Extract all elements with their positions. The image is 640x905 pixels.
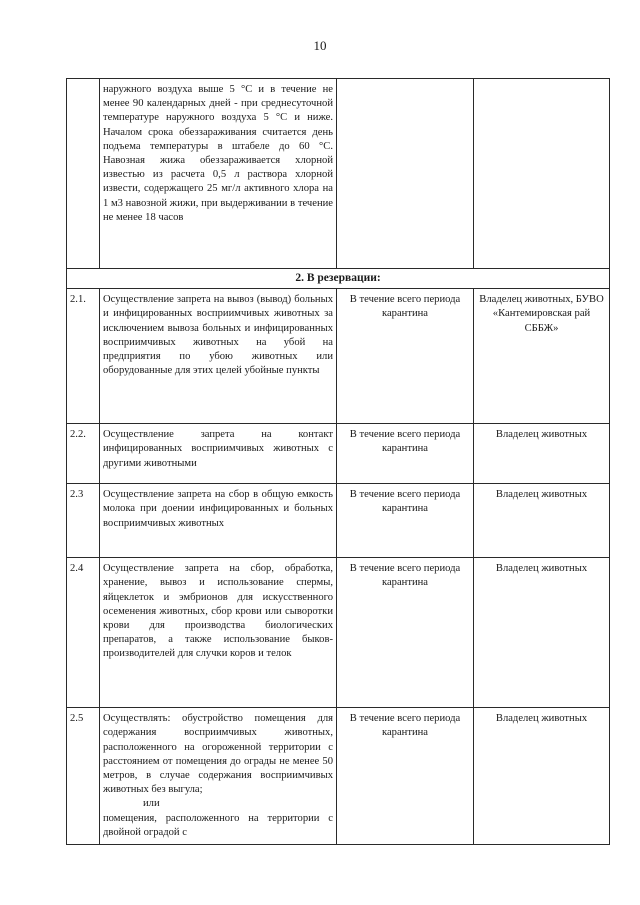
term-text: В течение всего периода карантина <box>337 289 474 424</box>
term-cell <box>337 79 474 269</box>
responsible-text: Владелец животных <box>474 424 610 484</box>
responsible-text: Владелец животных <box>474 708 610 845</box>
page-number: 10 <box>313 38 327 53</box>
row-number: 2.1. <box>67 289 100 424</box>
measure-text: Осуществление запрета на сбор в общую емкость молока при доении инфицированных и больных восприимчивых животных <box>100 484 337 558</box>
row-number: 2.2. <box>67 424 100 484</box>
measure-text: помещения, расположенного на территории с двойной оградой с <box>103 812 333 838</box>
measures-table <box>66 78 610 845</box>
table-row <box>67 484 610 558</box>
table-row-continuation <box>67 79 610 269</box>
measure-text: Осуществлять: обустройство помещения для содержания восприимчивых животных, расположенного на огороженной территории с расстоянием от помещения до ограды не менее 50 метров, в случае содержания восприимчивых животных без выгула; <box>103 713 333 796</box>
section-cell <box>67 269 610 289</box>
responsible-text: Владелец животных <box>474 484 610 558</box>
table-row <box>67 708 610 845</box>
responsible-text: Владелец животных, БУВО «Кантемировская рай СББЖ» <box>474 289 610 424</box>
table-row <box>67 558 610 708</box>
section-title: 2. В резервации: <box>295 272 381 284</box>
row-number: 2.5 <box>67 708 100 845</box>
measure-text: наружного воздуха выше 5 °С и в течение не менее 90 календарных дней - при среднесуточной температуре наружного воздуха 5 °С и ниже. Началом срока обеззараживания считается день подъема температуры в штабеле до 60 °С. Навозная жижа обеззараживается хлорной известью из расчета 0,5 л раствора хлорной извести, содержащего 25 мг/л активного хлора на 1 м3 навозной жижи, при выдерживании в течение не менее 18 часов <box>103 84 333 223</box>
measure-text: Осуществление запрета на вывоз (вывод) больных и инфицированных восприимчивых животных за исключением вывоза больных и инфицированных восприимчивых животных на убой на предприятия по убою животных или оборудованные для этих целей убойные пункты <box>100 289 337 424</box>
measure-text: Осуществление запрета на контакт инфицированных восприимчивых животных с другими животными <box>100 424 337 484</box>
row-number-cell <box>67 79 100 269</box>
term-text: В течение всего периода карантина <box>337 424 474 484</box>
row-number: 2.3 <box>67 484 100 558</box>
term-text: В течение всего периода карантина <box>337 484 474 558</box>
term-text: В течение всего периода карантина <box>337 558 474 708</box>
term-text: В течение всего периода карантина <box>337 708 474 845</box>
section-row <box>67 269 610 289</box>
measure-cell <box>100 708 337 845</box>
table-row <box>67 424 610 484</box>
measure-or-text: или <box>143 798 160 810</box>
responsible-cell <box>474 79 610 269</box>
responsible-text: Владелец животных <box>474 558 610 708</box>
row-number: 2.4 <box>67 558 100 708</box>
measure-text: Осуществление запрета на сбор, обработка, хранение, вывоз и использование спермы, яйцеклеток и эмбрионов для искусственного осеменения животных, сбор крови или сыворотки крови для производства биологических препаратов, а также использование быков-производителей для случки коров и телок <box>100 558 337 708</box>
table-row <box>67 289 610 424</box>
measure-cell <box>100 79 337 269</box>
